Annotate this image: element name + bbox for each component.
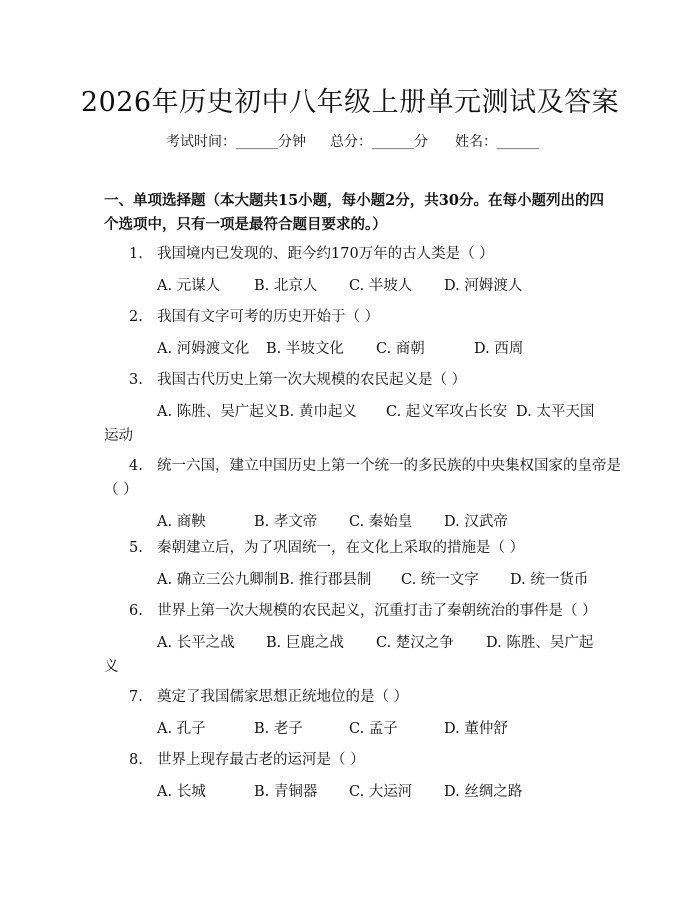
question-3 xyxy=(104,368,604,448)
option-b: B. 青铜器 xyxy=(254,784,318,800)
question-8 xyxy=(104,748,604,804)
student-name-field: 姓名：______ xyxy=(455,134,539,150)
option-c: C. 秦始皇 xyxy=(349,514,413,530)
question-2 xyxy=(104,305,604,361)
option-c: C. 大运河 xyxy=(349,784,413,800)
question-number: 8. xyxy=(129,752,143,768)
option-c: C. 起义军攻占长安 xyxy=(386,404,508,420)
question-7 xyxy=(104,685,604,741)
option-d: D. 丝绸之路 xyxy=(444,784,523,800)
question-1 xyxy=(104,242,604,298)
question-5 xyxy=(104,536,604,592)
question-text: 我国境内已发现的、距今约170万年的古人类是（ ） xyxy=(157,246,494,262)
option-d: D. 河姆渡人 xyxy=(444,278,523,294)
question-number: 1. xyxy=(129,246,143,262)
question-text: 秦朝建立后，为了巩固统一，在文化上采取的措施是（ ） xyxy=(157,540,525,556)
option-a: A. 长城 xyxy=(157,784,206,800)
question-6 xyxy=(104,599,604,679)
option-d: D. 陈胜、吴广起 xyxy=(486,635,594,651)
option-c: C. 楚汉之争 xyxy=(376,635,454,651)
option-d-continuation: 义 xyxy=(104,659,119,675)
question-text: 我国古代历史上第一次大规模的农民起义是（ ） xyxy=(157,372,467,388)
question-text: 世界上现存最古老的运河是（ ） xyxy=(157,752,365,768)
question-text: 奠定了我国儒家思想正统地位的是（ ） xyxy=(157,689,409,705)
option-d: D. 董仲舒 xyxy=(444,721,508,737)
question-text: 我国有文字可考的历史开始于（ ） xyxy=(157,309,380,325)
option-c: C. 统一文字 xyxy=(401,572,479,588)
option-a: A. 商鞅 xyxy=(157,514,206,530)
option-d: D. 西周 xyxy=(474,341,524,357)
option-a: A. 河姆渡文化 xyxy=(157,341,250,357)
option-d-continuation: 运动 xyxy=(104,428,133,444)
option-b: B. 半坡文化 xyxy=(266,341,344,357)
option-a: A. 陈胜、吴广起义 xyxy=(157,404,279,420)
question-text-continuation: （ ） xyxy=(104,482,138,498)
question-number: 7. xyxy=(129,689,143,705)
option-c: C. 半坡人 xyxy=(349,278,413,294)
option-a: A. 确立三公九卿制 xyxy=(157,572,279,588)
option-b: B. 黄巾起义 xyxy=(279,404,357,420)
question-text: 世界上第一次大规模的农民起义，沉重打击了秦朝统治的事件是（ ） xyxy=(157,603,597,619)
option-b: B. 北京人 xyxy=(254,278,318,294)
total-score-field: 总分：______分 xyxy=(330,134,428,150)
question-4 xyxy=(104,454,621,534)
question-number: 2. xyxy=(129,309,143,325)
exam-time-field: 考试时间：______分钟 xyxy=(166,134,306,150)
option-b: B. 孝文帝 xyxy=(254,514,318,530)
option-c: C. 商朝 xyxy=(376,341,425,357)
option-a: A. 孔子 xyxy=(157,721,206,737)
option-b: B. 巨鹿之战 xyxy=(266,635,344,651)
page-title: 2026年历史初中八年级上册单元测试及答案 xyxy=(80,87,620,118)
option-d: D. 统一货币 xyxy=(510,572,589,588)
option-b: B. 老子 xyxy=(254,721,303,737)
option-b: B. 推行郡县制 xyxy=(279,572,372,588)
option-d: D. 汉武帝 xyxy=(444,514,508,530)
question-number: 6. xyxy=(129,603,143,619)
question-number: 5. xyxy=(129,540,143,556)
option-a: A. 长平之战 xyxy=(157,635,235,651)
option-d: D. 太平天国 xyxy=(516,404,595,420)
question-number: 3. xyxy=(129,372,143,388)
option-c: C. 孟子 xyxy=(349,721,398,737)
option-a: A. 元谋人 xyxy=(157,278,221,294)
question-number: 4. xyxy=(129,458,143,474)
section-heading: 一、单项选择题（本大题共15小题，每小题2分，共30分。在每小题列出的四个选项中，只有一项是最符合题目要求的。） xyxy=(104,192,604,233)
question-text: 统一六国，建立中国历史上第一个统一的多民族的中央集权国家的皇帝是 xyxy=(157,458,621,474)
